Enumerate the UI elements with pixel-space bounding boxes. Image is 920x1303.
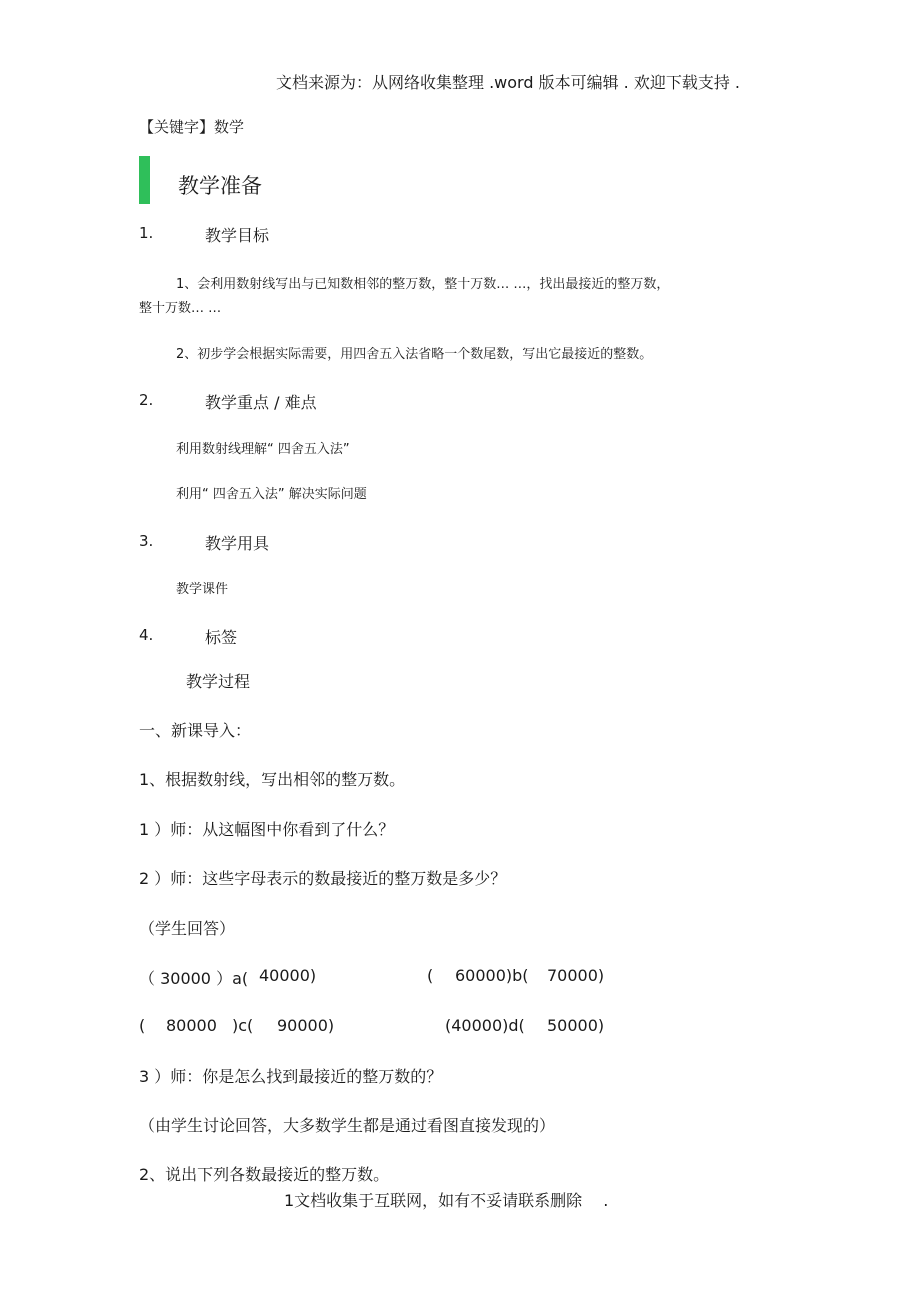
key-point-2: 利用“ 四舍五入法” 解决实际问题 bbox=[176, 487, 367, 502]
answer-a-right: 40000) bbox=[259, 966, 317, 985]
keywords-line: 【关键字】数学 bbox=[139, 118, 245, 136]
question-2: 2 ）师：这些字母表示的数最接近的整万数是多少？ bbox=[139, 869, 507, 888]
document-footer: 1文档收集于互联网，如有不妥请联系删除 . bbox=[284, 1191, 609, 1210]
answer-c-label: )c( bbox=[232, 1016, 254, 1035]
section-1-number: 1. bbox=[139, 224, 154, 242]
process-intro: 一、新课导入： bbox=[139, 721, 252, 740]
answer-a-left: （ 30000 ）a( bbox=[139, 969, 249, 988]
answer-b-right: 70000) bbox=[547, 966, 605, 985]
document-source-header: 文档来源为：从网络收集整理 .word 版本可编辑 . 欢迎下载支持 . bbox=[276, 73, 741, 92]
discussion-note: （由学生讨论回答，大多数学生都是通过看图直接发现的） bbox=[139, 1116, 556, 1135]
answer-c-right: 90000) bbox=[277, 1016, 335, 1035]
process-title: 教学过程 bbox=[186, 672, 251, 691]
answer-c-value: 80000 bbox=[166, 1016, 217, 1035]
answer-d-left: (40000)d( bbox=[445, 1016, 525, 1035]
answer-d-right: 50000) bbox=[547, 1016, 605, 1035]
section-2-number: 2. bbox=[139, 391, 154, 409]
section-1-title: 教学目标 bbox=[205, 226, 270, 245]
objective-2: 2、初步学会根据实际需要，用四舍五入法省略一个数尾数，写出它最接近的整数。 bbox=[176, 347, 653, 362]
key-point-1: 利用数射线理解“ 四舍五入法” bbox=[176, 442, 350, 457]
process-step-2: 2、说出下列各数最接近的整万数。 bbox=[139, 1165, 390, 1184]
question-3: 3 ）师：你是怎么找到最接近的整万数的？ bbox=[139, 1067, 443, 1086]
section-4-number: 4. bbox=[139, 626, 154, 644]
section-accent-bar bbox=[139, 156, 150, 204]
section-2-title: 教学重点 / 难点 bbox=[205, 393, 317, 412]
answer-c-open: ( bbox=[139, 1016, 146, 1035]
objective-1-line-1: 1、会利用数射线写出与已知数相邻的整万数，整十万数… …，找出最接近的整万数， bbox=[176, 277, 670, 292]
section-4-title: 标签 bbox=[205, 628, 238, 647]
process-step-1: 1、根据数射线，写出相邻的整万数。 bbox=[139, 770, 406, 789]
objective-1-line-2: 整十万数… … bbox=[139, 301, 222, 316]
answer-b-left: 60000)b( bbox=[455, 966, 529, 985]
answer-b-open: ( bbox=[427, 966, 434, 985]
question-1: 1 ）师：从这幅图中你看到了什么？ bbox=[139, 820, 395, 839]
section-title: 教学准备 bbox=[178, 174, 262, 198]
section-3-title: 教学用具 bbox=[205, 534, 270, 553]
teaching-tools: 教学课件 bbox=[176, 582, 229, 597]
section-3-number: 3. bbox=[139, 532, 154, 550]
student-answer-label: （学生回答） bbox=[139, 919, 236, 938]
